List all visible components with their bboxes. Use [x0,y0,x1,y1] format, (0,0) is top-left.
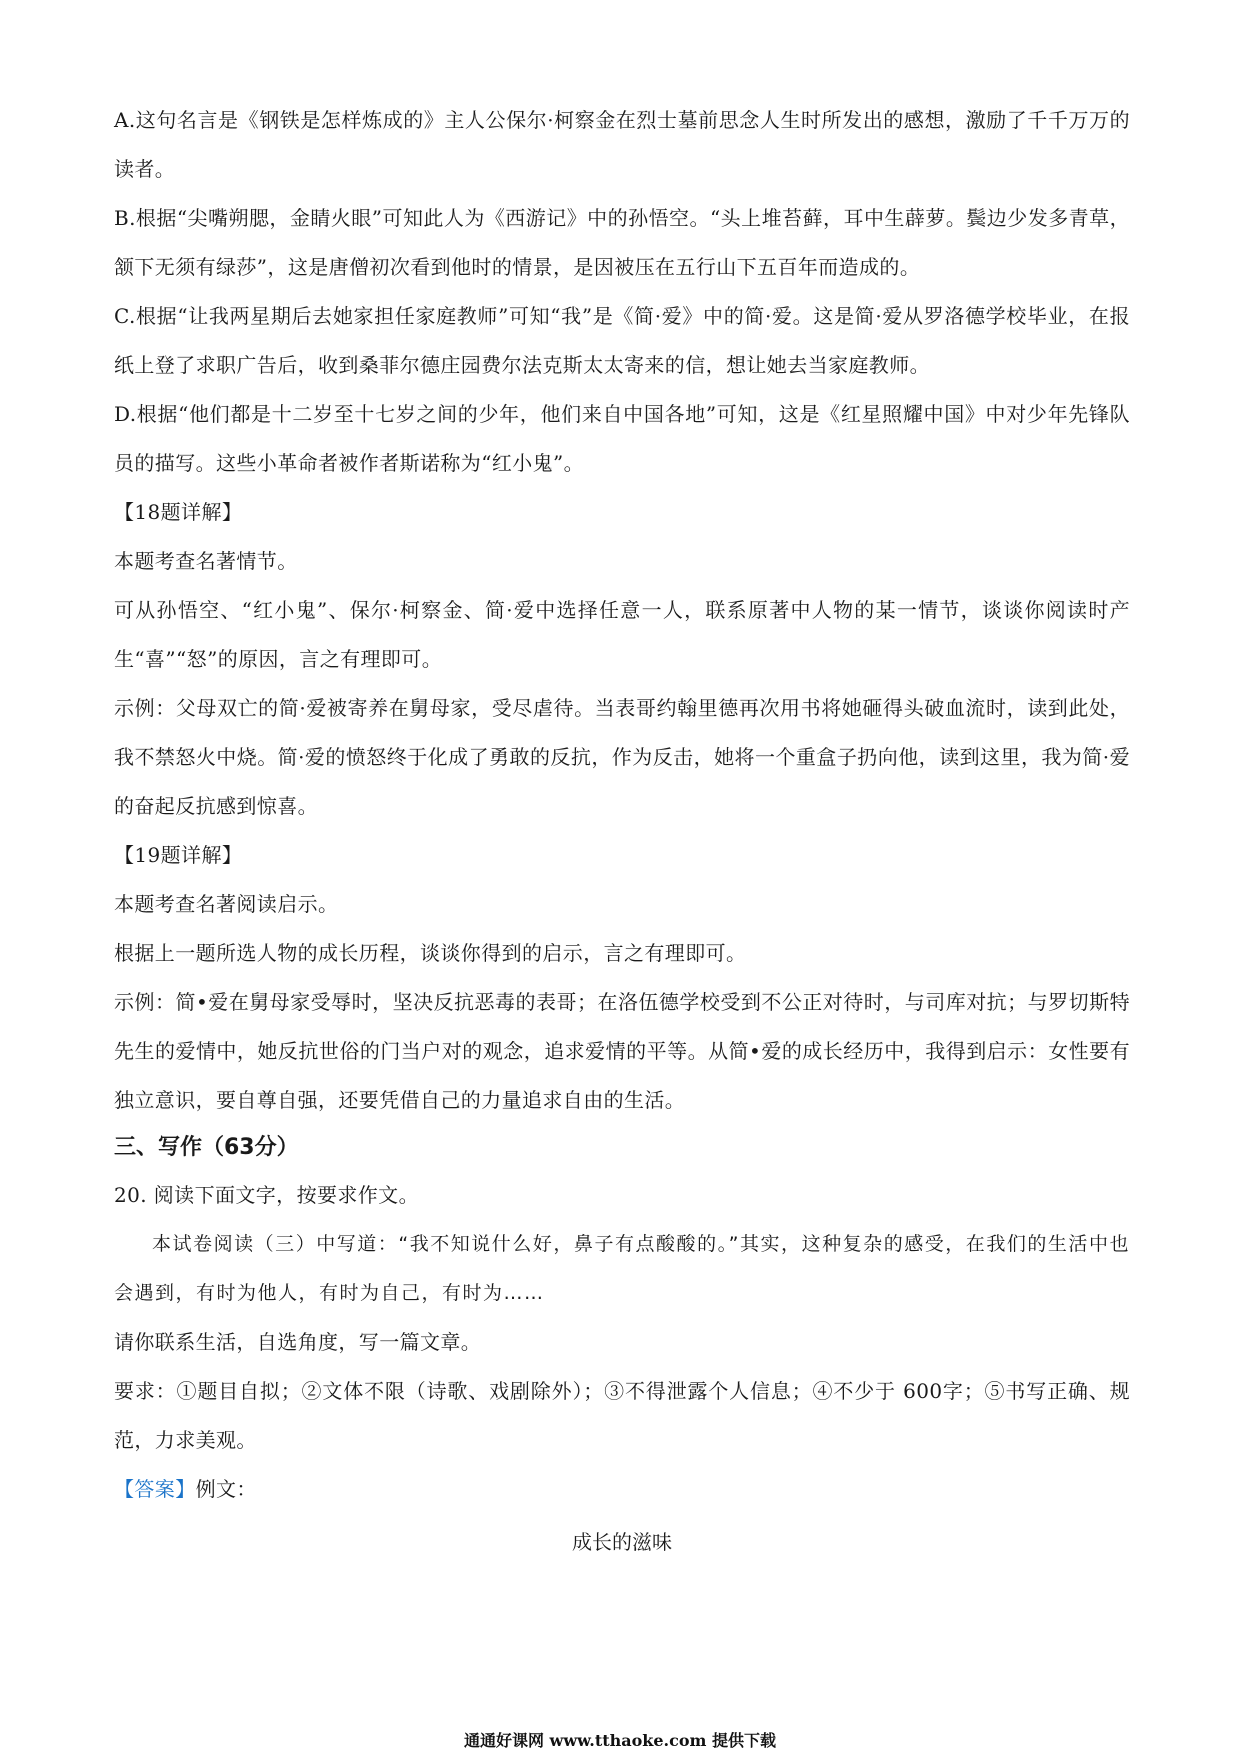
q20-requirements: 要求：①题目自拟；②文体不限（诗歌、戏剧除外）；③不得泄露个人信息；④不少于 600字；⑤书写正确、规范，力求美观。 [114,1379,1130,1452]
section-heading-writing: 三、写作（63分） [114,1135,299,1160]
q20-quote: 本试卷阅读（三）中写道：“我不知说什么好，鼻子有点酸酸的。”其实，这种复杂的感受，在我们的生活中也会遇到，有时为他人，有时为自己，有时为…… [114,1233,1130,1304]
q18-example: 示例：父母双亡的简·爱被寄养在舅母家，受尽虐待。当表哥约翰里德再次用书将她砸得头破血流时，读到此处，我不禁怒火中烧。简·爱的愤怒终于化成了勇敢的反抗，作为反击，她将一个重盒子扔向他，读到这里，我为简·爱的奋起反抗感到惊喜。 [114,696,1130,818]
answer-label: 例文： [195,1477,257,1501]
option-a: A.这句名言是《钢铁是怎样炼成的》主人公保尔·柯察金在烈士墓前思念人生时所发出的感想，激励了千千万万的读者。 [114,108,1130,181]
option-c: C.根据“让我两星期后去她家担任家庭教师”可知“我”是《简·爱》中的简·爱。这是简·爱从罗洛德学校毕业，在报纸上登了求职广告后，收到桑菲尔德庄园费尔法克斯太太寄来的信，想让她去当家庭教师。 [114,304,1130,377]
q18-intro: 本题考查名著情节。 [114,549,298,573]
q20-task: 请你联系生活，自选角度，写一篇文章。 [114,1330,482,1354]
document-page [114,96,1130,1567]
essay-title: 成长的滋味 [572,1530,672,1554]
q19-example: 示例：简•爱在舅母家受辱时，坚决反抗恶毒的表哥；在洛伍德学校受到不公正对待时，与司库对抗；与罗切斯特先生的爱情中，她反抗世俗的门当户对的观念，追求爱情的平等。从简•爱的成长经历中，我得到启示：女性要有独立意识，要自尊自强，还要凭借自己的力量追求自由的生活。 [114,990,1130,1112]
q18-guide: 可从孙悟空、“红小鬼”、保尔·柯察金、简·爱中选择任意一人，联系原著中人物的某一情节，谈谈你阅读时产生“喜”“怒”的原因，言之有理即可。 [114,598,1130,671]
page-footer: 通通好课网 www.tthaoke.com 提供下载 [463,1731,777,1750]
q19-heading: 【19题详解】 [114,843,243,867]
option-d: D.根据“他们都是十二岁至十七岁之间的少年，他们来自中国各地”可知，这是《红星照耀中国》中对少年先锋队员的描写。这些小革命者被作者斯诺称为“红小鬼”。 [114,402,1130,475]
answer-line [114,1465,1130,1514]
answer-tag: 【答案】 [114,1477,196,1501]
q18-heading: 【18题详解】 [114,500,243,524]
q19-intro: 本题考查名著阅读启示。 [114,892,339,916]
option-b: B.根据“尖嘴朔腮，金睛火眼”可知此人为《西游记》中的孙悟空。“头上堆苔藓，耳中生薜萝。鬓边少发多青草，颔下无须有绿莎”，这是唐僧初次看到他时的情景，是因被压在五行山下五百年而造成的。 [114,206,1130,279]
q19-guide: 根据上一题所选人物的成长历程，谈谈你得到的启示，言之有理即可。 [114,941,747,965]
q20-prompt: 20. 阅读下面文字，按要求作文。 [114,1183,419,1207]
